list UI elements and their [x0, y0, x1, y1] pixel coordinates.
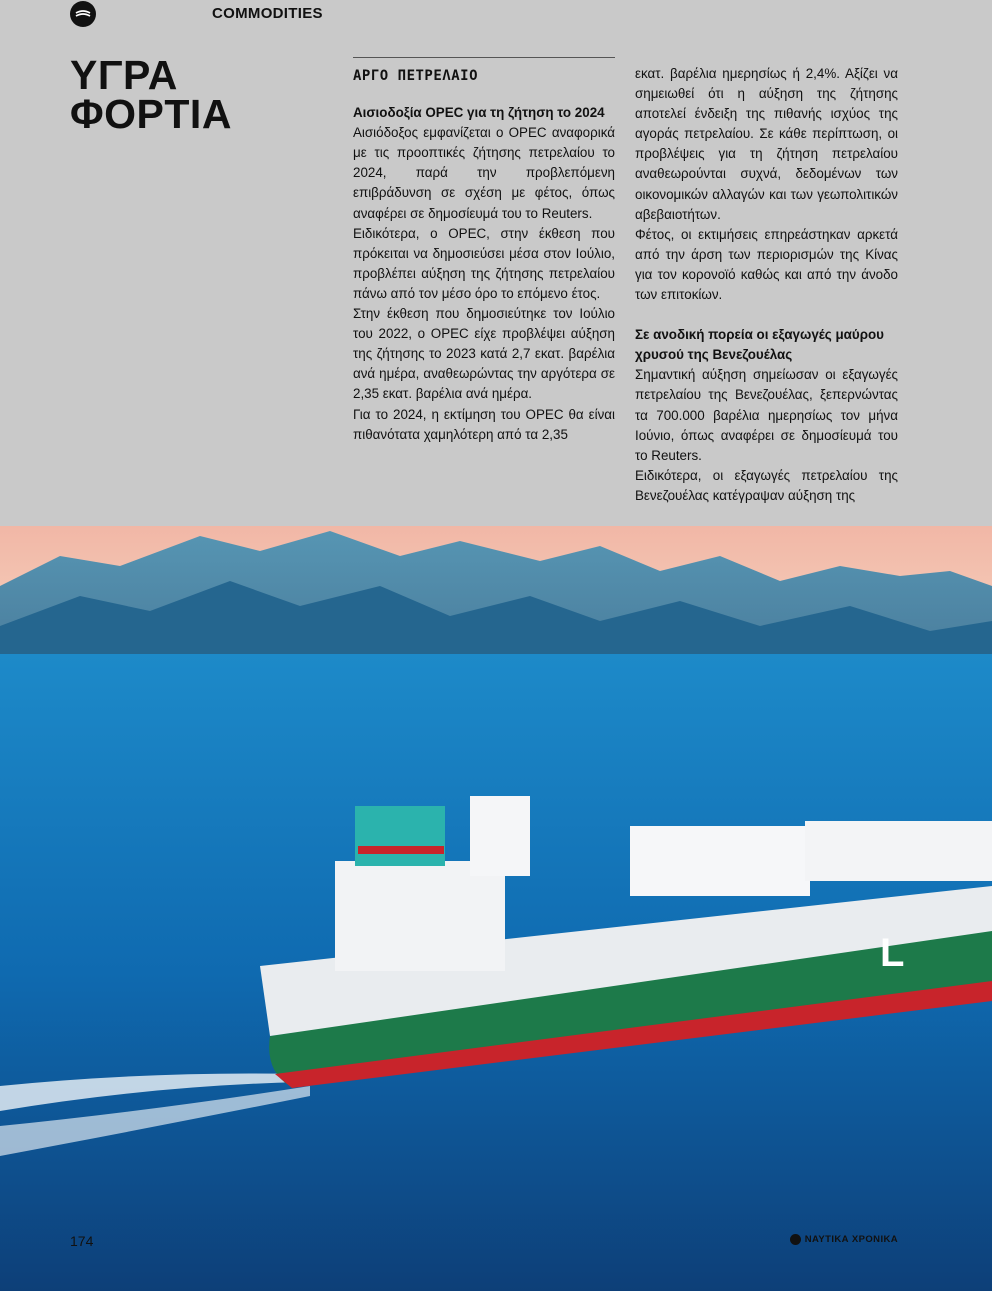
article-kicker: ΑΡΓΟ ΠΕΤΡΕΛΑΙΟ: [353, 68, 479, 84]
section-label: COMMODITIES: [212, 5, 323, 22]
paragraph: Φέτος, οι εκτιμήσεις επηρεάστηκαν αρκετά από την άρση των περιορισμών της Κίνας για τον κορονοϊό καθώς και από την άνοδο των επιτοκίων.: [635, 226, 898, 303]
wave-logo-icon: [70, 1, 96, 27]
page-title: [70, 52, 232, 137]
paragraph: Ειδικότερα, ο OPEC, στην έκθεση που πρόκειται να δημοσιεύσει μέσα στον Ιούλιο, προβλέπει αύξηση της ζήτησης πετρελαίου πάνω από τον μέσο όρο το επόμενο έτος.: [353, 225, 615, 301]
paragraph: Για το 2024, η εκτίμηση του OPEC θα είναι πιθανότατα χαμηλότερη από τα 2,35: [353, 406, 615, 442]
page-number: 174: [70, 1233, 94, 1249]
subheading-venezuela: Σε ανοδική πορεία οι εξαγωγές μαύρου χρυσού της Βενεζουέλας: [635, 327, 884, 363]
paragraph: Στην έκθεση που δημοσιεύτηκε τον Ιούλιο του 2022, ο OPEC είχε προβλέψει αύξηση της ζήτησης το 2023 κατά 2,7 εκατ. βαρέλια ανά ημέρα, αναθεωρώντας την αργότερα σε 2,35 εκατ. βαρέλια ανά ημέρα.: [353, 306, 615, 402]
title-line-1: ΥΓΡΑ: [70, 52, 178, 98]
hull-letter: L: [880, 931, 905, 975]
paragraph: Αισιόδοξος εμφανίζεται ο OPEC αναφορικά με τις προοπτικές ζήτησης πετρελαίου το 2024, παρά την προβλεπόμενη επιβράδυνση σε σχέση με φέτος, όπως αναφέρει σε δημοσίευμά του το Reuters.: [353, 125, 615, 221]
subheading-opec: Αισιοδοξία OPEC για τη ζήτηση το 2024: [353, 105, 605, 121]
brand-name: ΝΑΥΤΙΚΑ ΧΡΟΝΙΚΑ: [804, 1234, 898, 1245]
paragraph: Σημαντική αύξηση σημείωσαν οι εξαγωγές πετρελαίου της Βενεζουέλας, ξεπερνώντας τα 700.000 βαρέλια ημερησίως τον μήνα Ιούνιο, όπως αναφέρει σε δημοσίευμά του το Reuters.: [635, 367, 898, 463]
paragraph: Ειδικότερα, οι εξαγωγές πετρελαίου της Βενεζουέλας κατέγραψαν αύξηση της: [635, 467, 898, 503]
title-line-2: ΦΟΡΤΙΑ: [70, 91, 232, 137]
lng-carrier-photo: [0, 526, 992, 1291]
footer-brand: [790, 1234, 898, 1245]
article-column-2: [635, 64, 898, 506]
paragraph: εκατ. βαρέλια ημερησίως ή 2,4%. Αξίζει να σημειωθεί ότι η αύξηση της ζήτησης αποτελεί ένδειξη της πιθανής ισχύος της αγοράς πετρελαίου. Σε κάθε περίπτωση, οι προβλέψεις για τη ζήτηση πετρελαίου αναθεωρούνται συχνά, δεδομένων των οικονομικών αλλαγών και των γεωπολιτικών αβεβαιοτήτων.: [635, 66, 898, 222]
column-divider-rule: [353, 57, 615, 58]
article-column-1: [353, 64, 615, 445]
brand-logo-icon: [790, 1234, 801, 1245]
